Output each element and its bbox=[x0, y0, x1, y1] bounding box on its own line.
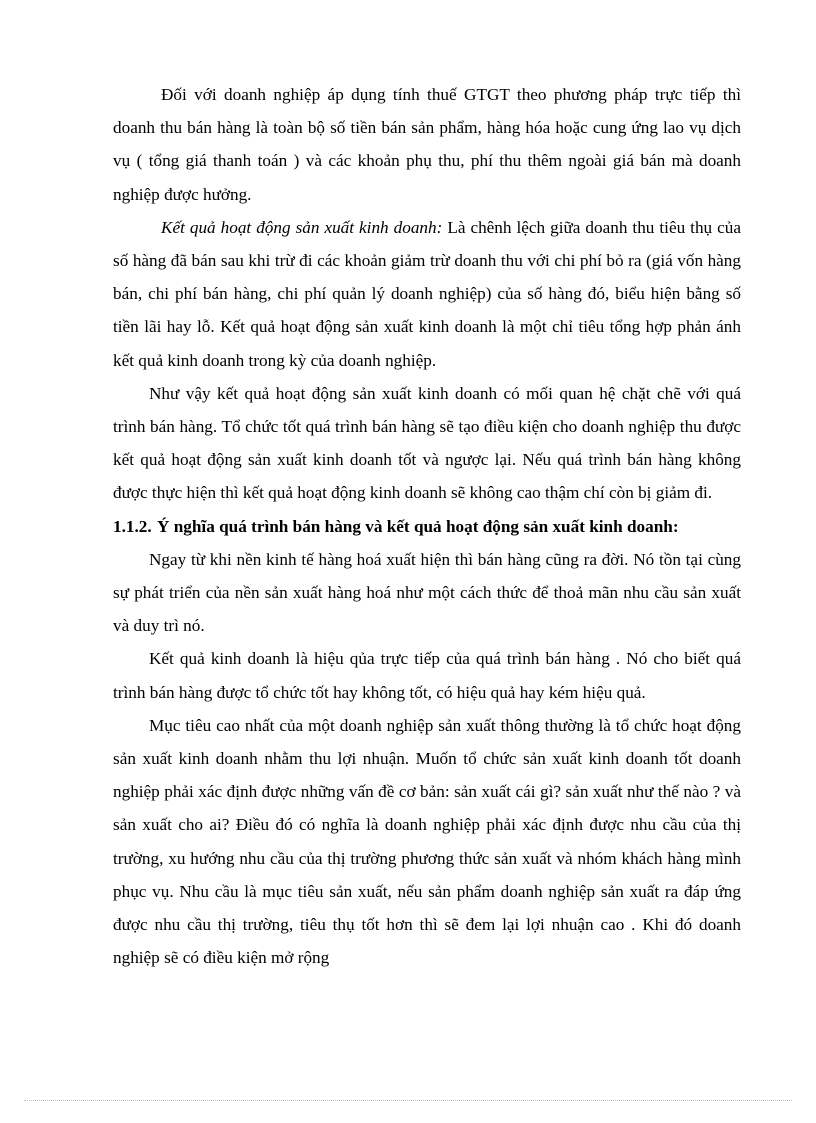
paragraph-relationship: Như vậy kết quả hoạt động sản xuất kinh doanh có mối quan hệ chặt chẽ với quá trình bán hàng. Tổ chức tốt quá trình bán hàng sẽ tạo điều kiện cho doanh nghiệp thu được kết quả hoạt động sản xuất kinh doanh tốt và ngược lại. Nếu quá trình bán hàng không được thực hiện thì kết quả hoạt động kinh doanh sẽ không cao thậm chí còn bị giảm đi. bbox=[113, 383, 741, 503]
section-number: 1.1.2. bbox=[113, 516, 152, 536]
term-business-result: Kết quả hoạt động sản xuất kinh doanh: bbox=[161, 217, 443, 237]
paragraph-business-result-text: Là chênh lệch giữa doanh thu tiêu thụ của số hàng đã bán sau khi trừ đi các khoản giảm trừ doanh thu với chi phí bỏ ra (giá vốn hàng bán, chi phí bán hàng, chi phí quản lý doanh nghiệp) của số hàng đó, biểu hiện bằng số tiền lãi hay lỗ. Kết quả hoạt động sản xuất kinh doanh là một chỉ tiêu tổng hợp phản ánh kết quả kinh doanh trong kỳ của doanh nghiệp. bbox=[113, 217, 741, 370]
section-title: Ý nghĩa quá trình bán hàng và kết quả hoạt động sản xuất kinh doanh: bbox=[157, 516, 679, 536]
paragraph-business-result-definition bbox=[113, 211, 741, 377]
paragraph-origin-of-sales: Ngay từ khi nền kinh tế hàng hoá xuất hiện thì bán hàng cũng ra đời. Nó tồn tại cùng sự phát triển của nền sản xuất hàng hoá như một cách thức để thoả mãn nhu cầu sản xuất và duy trì nó. bbox=[113, 549, 741, 636]
paragraph-result-efficiency: Kết quả kinh doanh là hiệu qủa trực tiếp của quá trình bán hàng . Nó cho biết quá trình bán hàng được tổ chức tốt hay không tốt, có hiệu quả hay kém hiệu quả. bbox=[113, 649, 741, 702]
document-body bbox=[113, 78, 741, 974]
paragraph-vat-revenue: Đối với doanh nghiệp áp dụng tính thuế GTGT theo phương pháp trực tiếp thì doanh thu bán hàng là toàn bộ số tiền bán sản phẩm, hàng hóa hoặc cung ứng lao vụ dịch vụ ( tổng giá thanh toán ) và các khoản phụ thu, phí thu thêm ngoài giá bán mà doanh nghiệp được hưởng. bbox=[113, 85, 741, 204]
paragraph-business-objective: Mục tiêu cao nhất của một doanh nghiệp sản xuất thông thường là tổ chức hoạt động sản xuất kinh doanh nhằm thu lợi nhuận. Muốn tổ chức sản xuất kinh doanh tốt doanh nghiệp phải xác định được những vấn đề cơ bản: sản xuất cái gì? sản xuất như thế nào ? và sản xuất cho ai? Điều đó có nghĩa là doanh nghiệp phải xác định được nhu cầu của thị trường, xu hướng nhu cầu của thị trường phương thức sản xuất và nhóm khách hàng mình phục vụ. Nhu cầu là mục tiêu sản xuất, nếu sản phẩm doanh nghiệp sản xuất ra đáp ứng được nhu cầu thị trường, tiêu thụ tốt hơn thì sẽ đem lại lợi nhuận cao . Khi đó doanh nghiệp sẽ có điều kiện mở rộng bbox=[113, 715, 741, 968]
footer-divider bbox=[24, 1100, 792, 1101]
section-heading bbox=[113, 510, 741, 543]
